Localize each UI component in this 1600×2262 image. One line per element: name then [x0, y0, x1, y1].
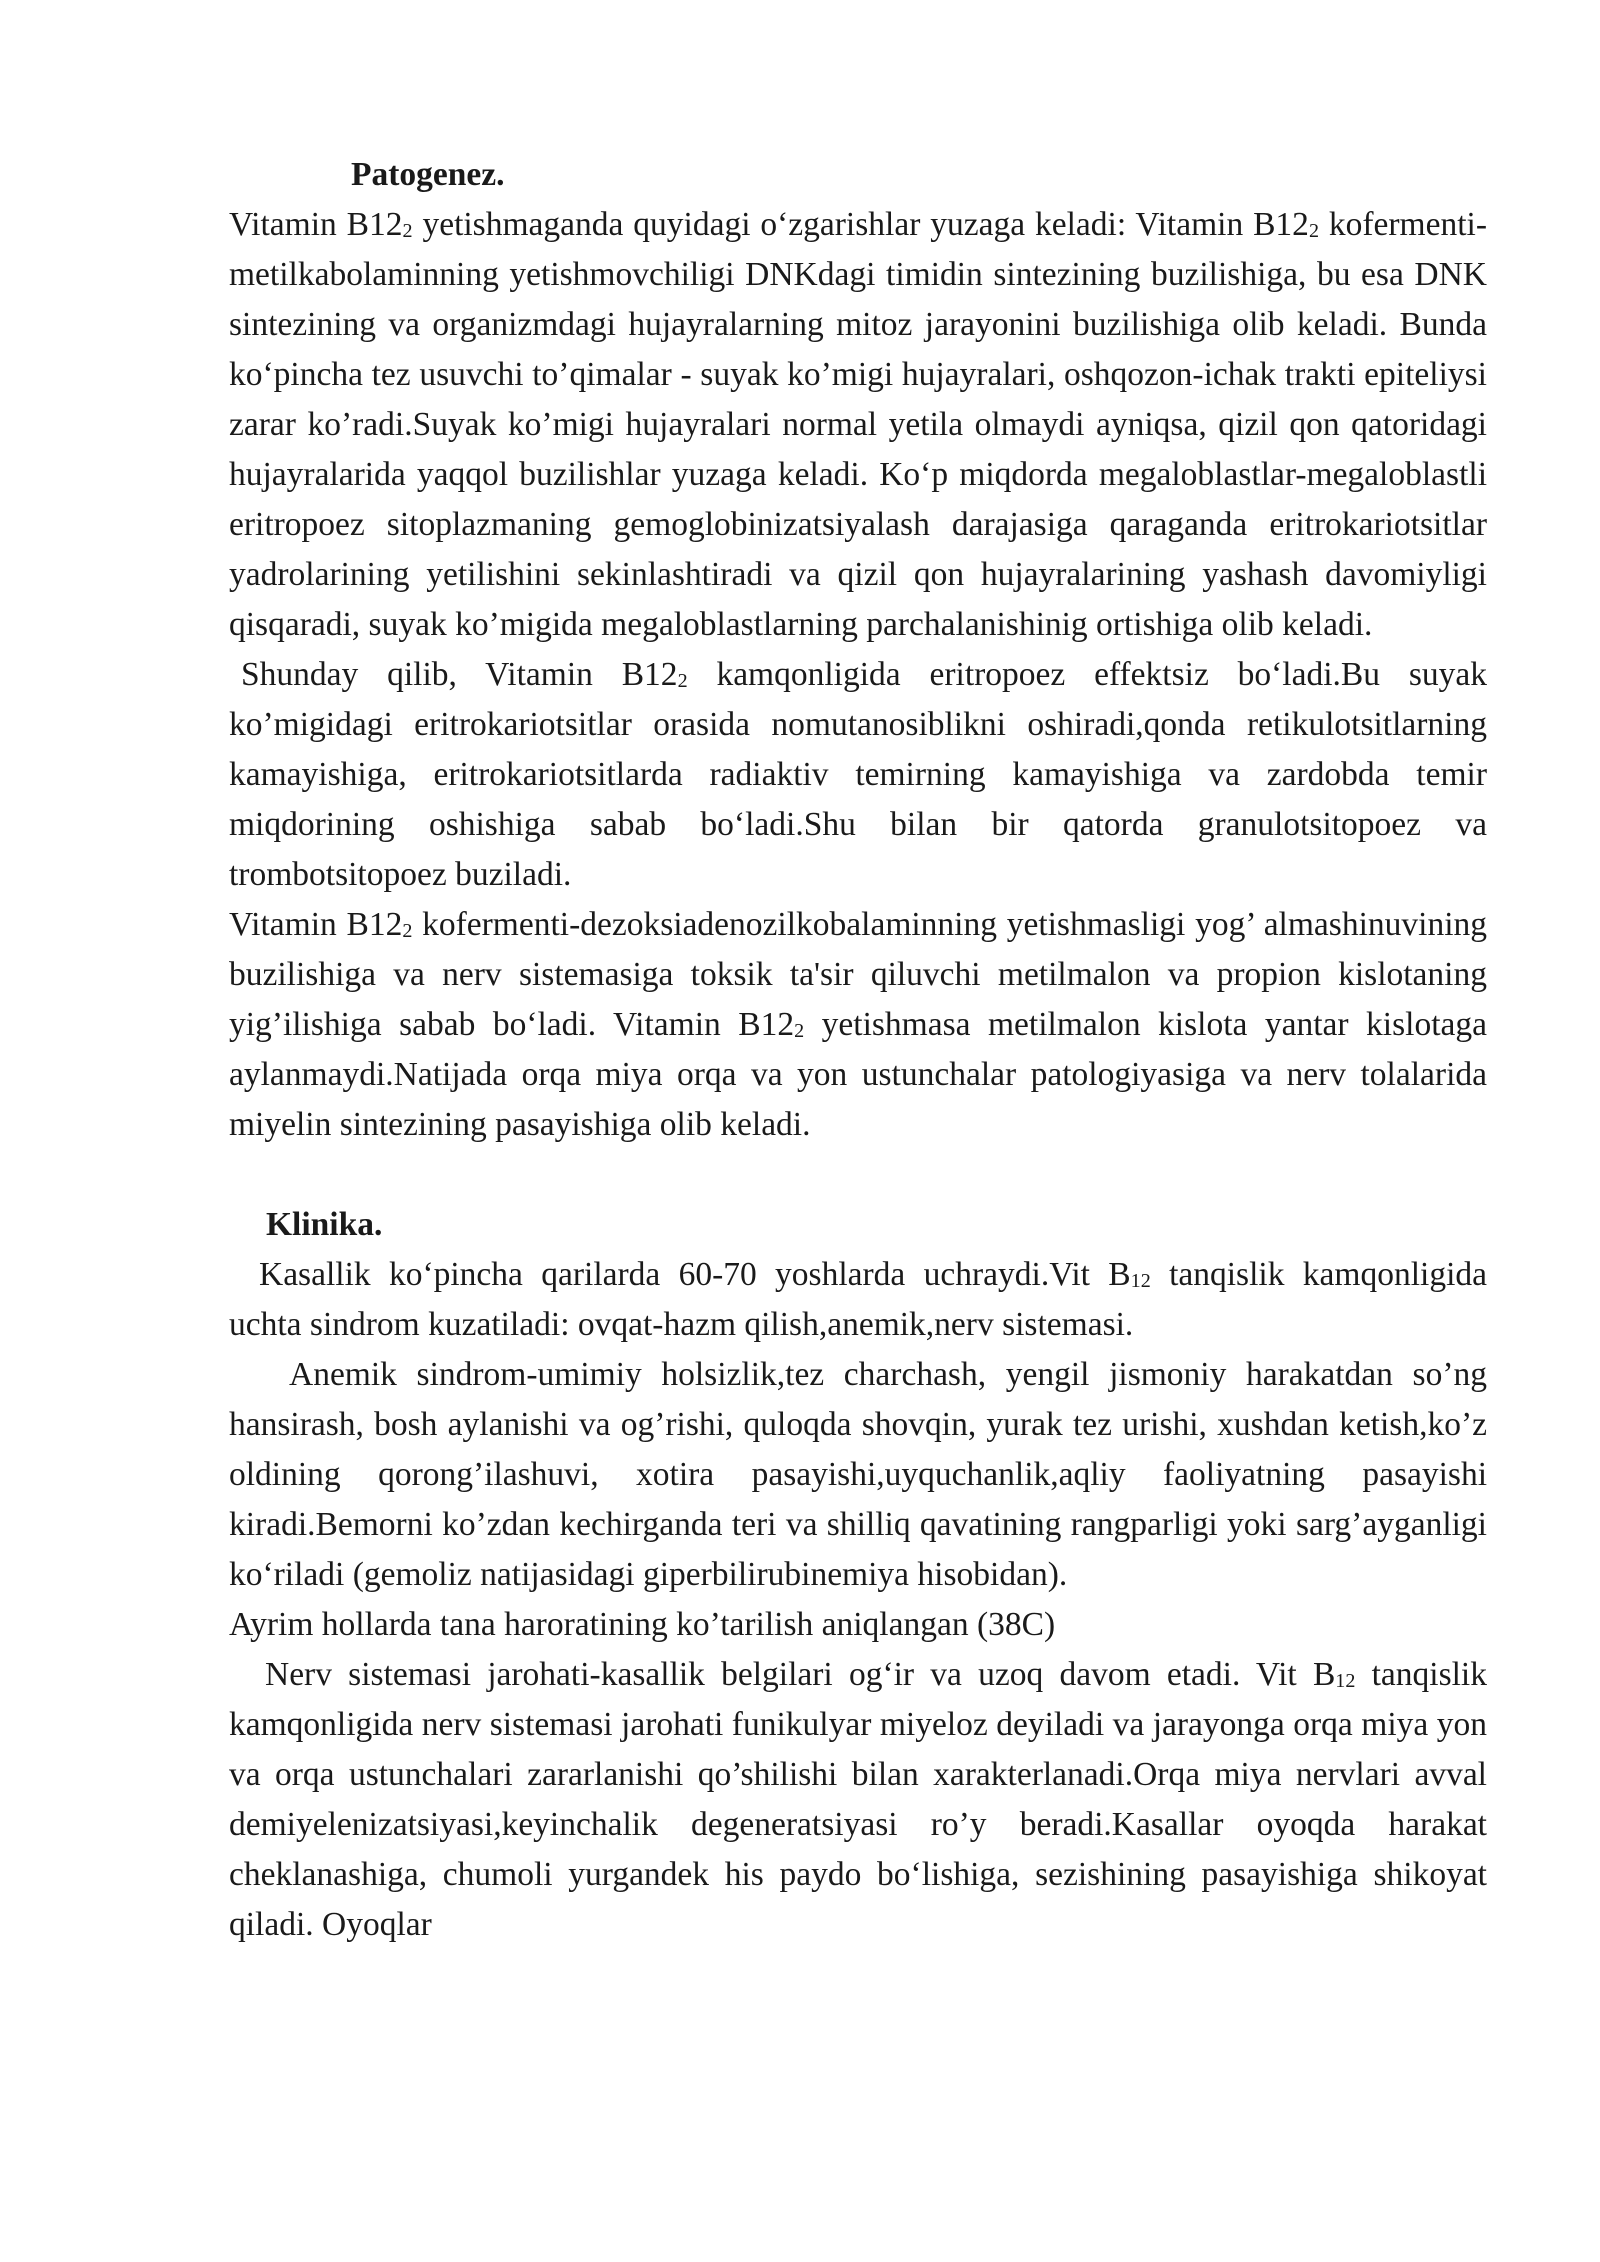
patogenez-heading: Patogenez. [351, 156, 505, 193]
patogenez-paragraph-3: Vitamin $B12_2$ kofermenti-dezoksiadenozilkobalaminning yetishmasligi yog’ almashinuvining buzilishiga va nerv sistemasiga toksik ta'sir qiluvchi metilmalon va propion kislotaning yig’ilishiga sabab bo‘ladi. Vitamin $B12_2$ yetishmasa metilmalon kislota yantar kislotaga aylanmaydi.Natijada orqa miya orqa va yon ustunchalar patologiyasiga va nerv tolalarida miyelin sintezining pasayishiga olib keladi. [229, 906, 1488, 1143]
section-spacer [229, 1150, 1487, 1200]
patogenez-paragraph-2: Shunday qilib, Vitamin $B12_2$ kamqonligida eritropoez effektsiz bo‘ladi.Bu suyak ko’migidagi eritrokariotsitlar orasida nomutanosiblikni oshiradi,qonda retikulotsitlarning kamayishiga, eritrokariotsitlarda radiaktiv temirning kamayishiga va zardobda temir miqdorining oshishiga sabab bo‘ladi.Shu bilan bir qatorda granulotsitopoez va trombotsitopoez buziladi. [229, 656, 1487, 893]
klinika-paragraph-3: Ayrim hollarda tana haroratining ko’tarilish aniqlangan (38C) [229, 1606, 1056, 1643]
document-body [229, 150, 1487, 1950]
klinika-paragraph-1: Kasallik ko‘pincha qarilarda 60-70 yoshlarda uchraydi.Vit $B_{12}$ tanqislik kamqonligida uchta sindrom kuzatiladi: ovqat-hazm qilish,anemik,nerv sistemasi. [229, 1256, 1487, 1343]
klinika-paragraph-2: Anemik sindrom-umimiy holsizlik,tez charchash, yengil jismoniy harakatdan so’ng hansirash, bosh aylanishi va og’rishi, quloqda shovqin, yurak tez urishi, xushdan ketish,ko’z oldining qorong’ilashuvi, xotira pasayishi,uyquchanlik,aqliy faoliyatning pasayishi kiradi.Bemorni ko’zdan kechirganda teri va shilliq qavatining rangparligi yoki sarg’ayganligi ko‘riladi (gemoliz natijasidagi giperbilirubinemiya hisobidan). [229, 1356, 1487, 1593]
patogenez-paragraph-1: Vitamin $B12_2$ yetishmaganda quyidagi o‘zgarishlar yuzaga keladi: Vitamin $B12_2$ kofermenti- metilkabolaminning yetishmovchiligi DNKdagi timidin sintezining buzilishiga, bu esa DNK sintezining va organizmdagi hujayralarning mitoz jarayonini buzilishiga olib keladi. Bunda ko‘pincha tez usuvchi to’qimalar - suyak ko’migi hujayralari, oshqozon-ichak trakti epiteliysi zarar ko’radi.Suyak ko’migi hujayralari normal yetila olmaydi ayniqsa, qizil qon qatoridagi hujayralarida yaqqol buzilishlar yuzaga keladi. Ko‘p miqdorda megaloblastlar-megaloblastli eritropoez sitoplazmaning gemoglobinizatsiyalash darajasiga qaraganda eritrokariotsitlar yadrolarining yetilishini sekinlashtiradi va qizil qon hujayralarining yashash davomiyligi qisqaradi, suyak ko’migida megaloblastlarning parchalanishinig ortishiga olib keladi. [229, 206, 1487, 643]
klinika-paragraph-4: Nerv sistemasi jarohati-kasallik belgilari og‘ir va uzoq davom etadi. Vit $B_{12}$ tanqislik kamqonligida nerv sistemasi jarohati funikulyar miyeloz deyiladi va jarayonga orqa miya yon va orqa ustunchalari zararlanishi qo’shilishi bilan xarakterlanadi.Orqa miya nervlari avval demiyelenizatsiyasi,keyinchalik degeneratsiyasi ro’y beradi.Kasallar oyoqda harakat cheklanashiga, chumoli yurgandek his paydo bo‘lishiga, sezishining pasayishiga shikoyat qiladi. Oyoqlar [229, 1656, 1487, 1943]
klinika-heading: Klinika. [266, 1206, 383, 1243]
